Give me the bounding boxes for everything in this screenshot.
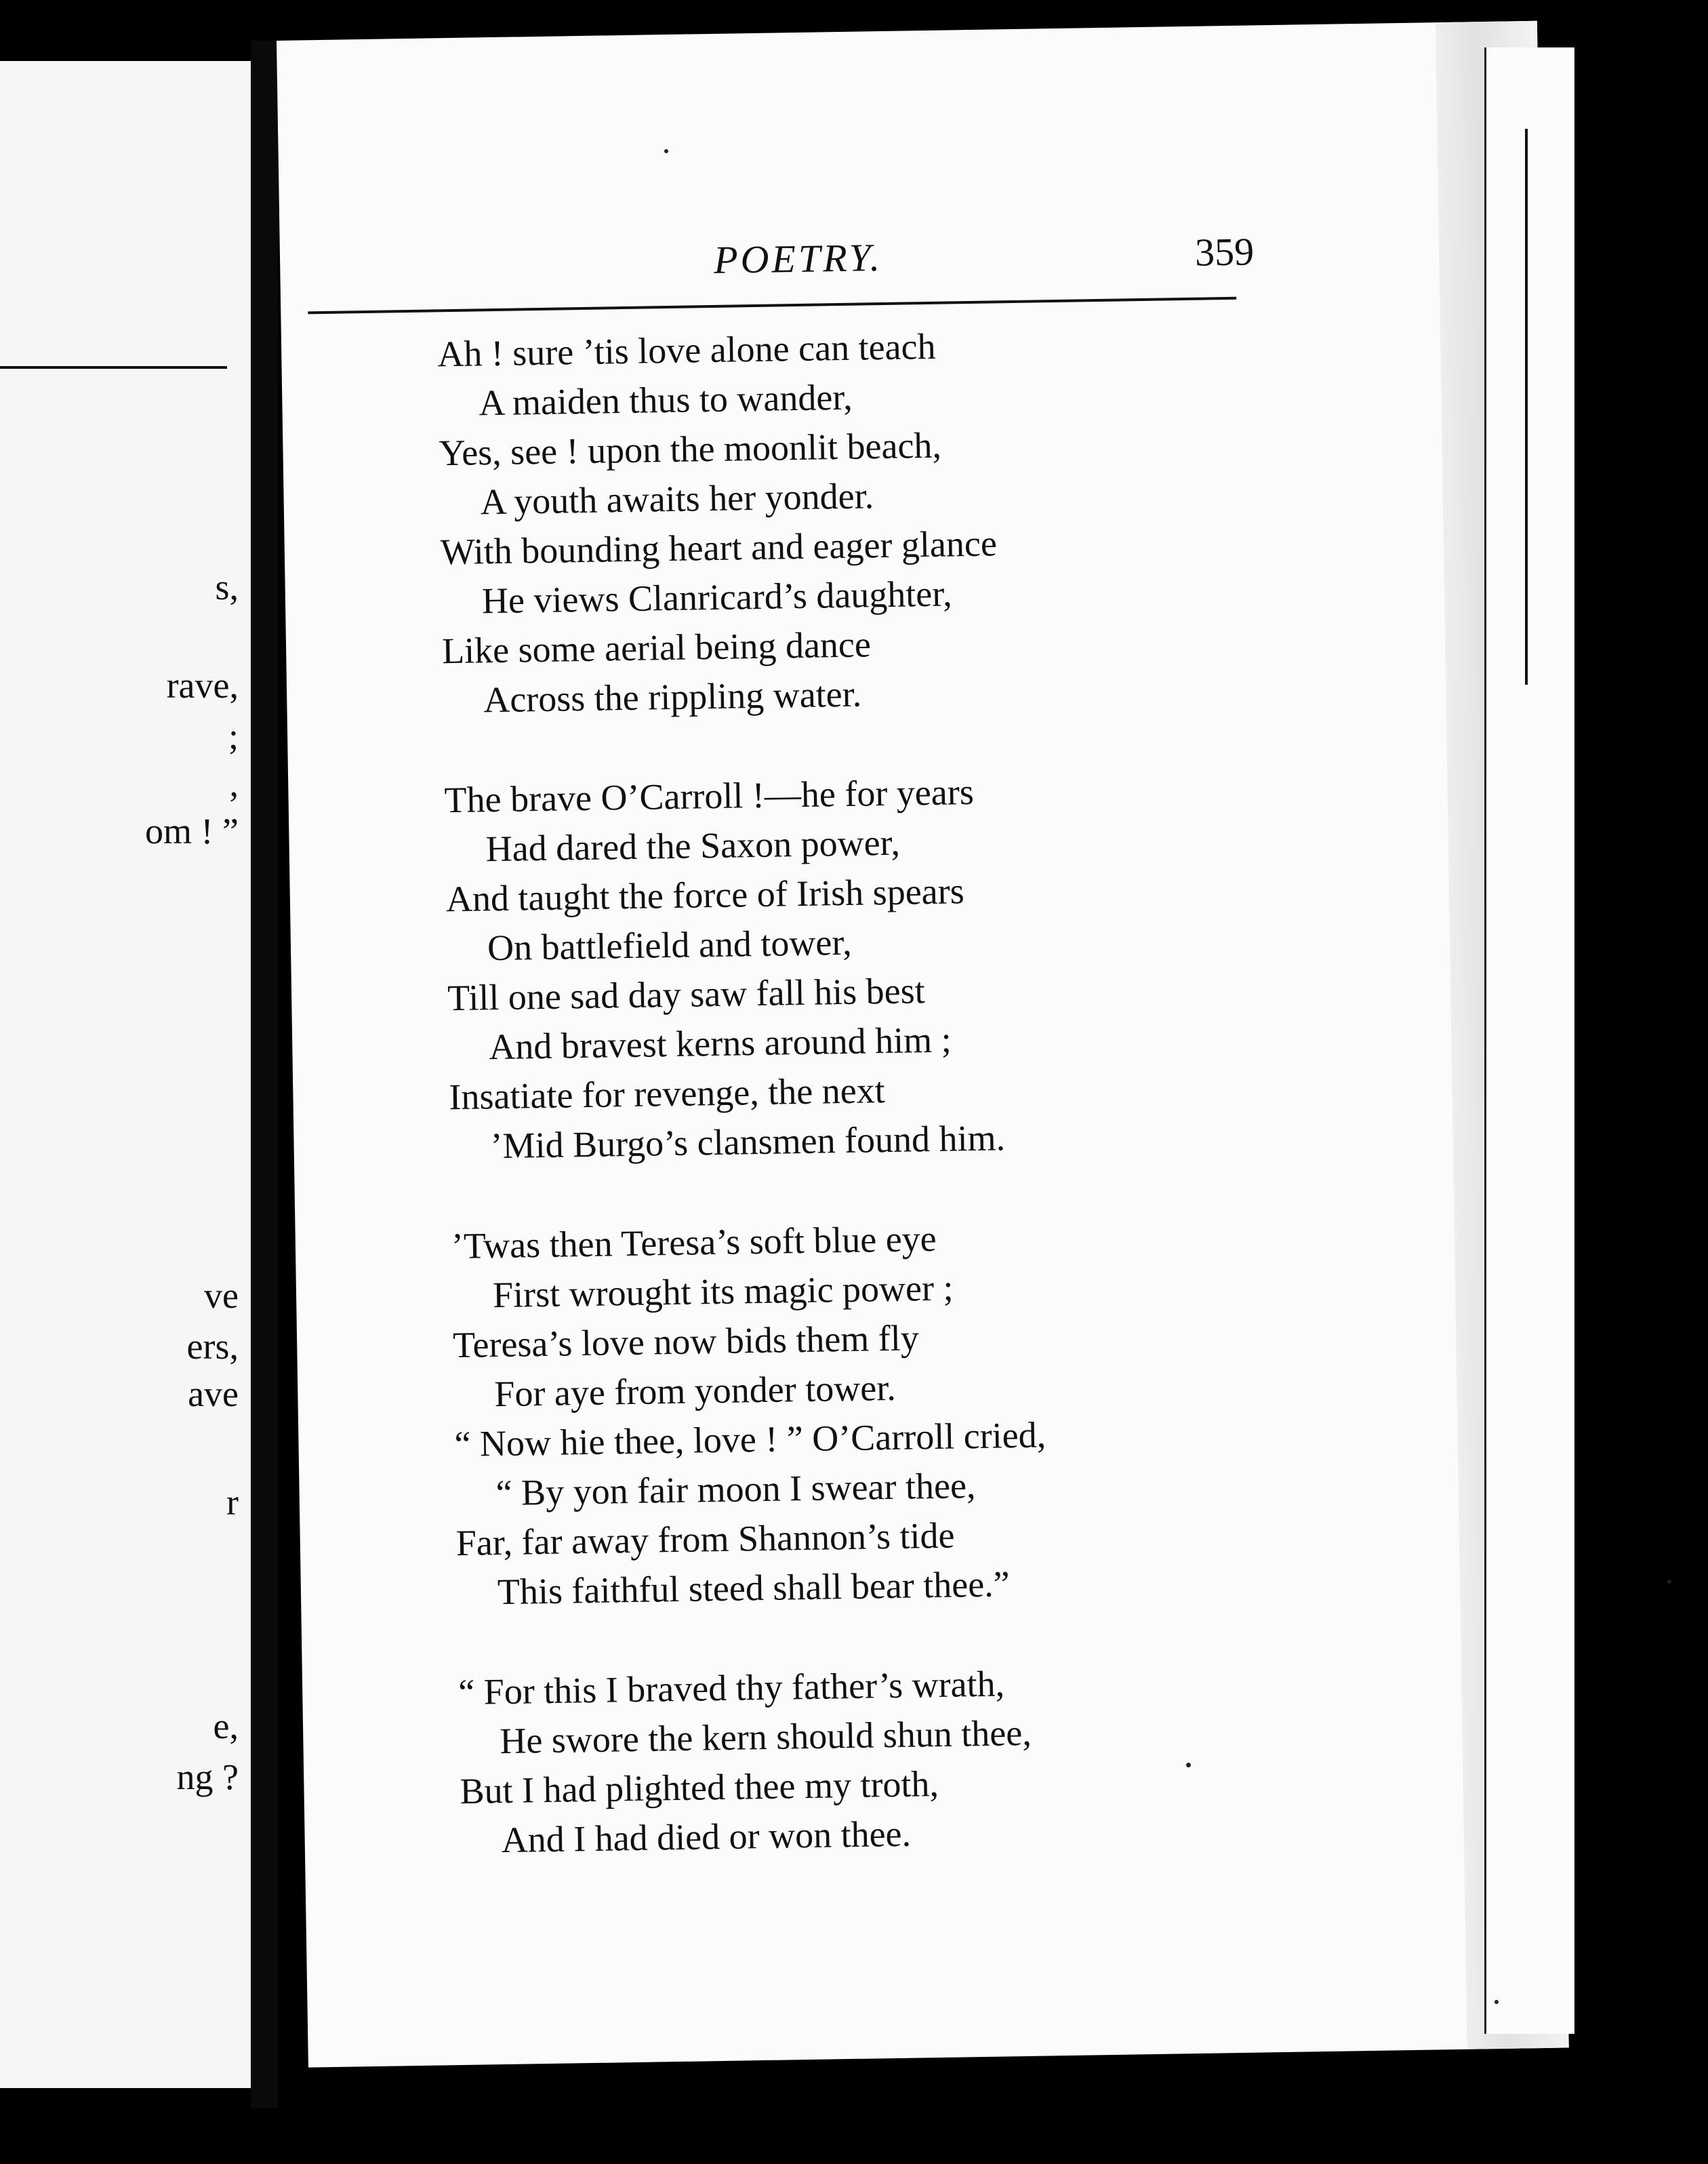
facing-page-edge xyxy=(1484,47,1574,2034)
left-page-fragment: ; xyxy=(228,716,239,757)
left-page xyxy=(0,61,256,2088)
left-page-fragment: ave xyxy=(188,1374,239,1414)
poem-line: A maiden thus to wander, xyxy=(478,376,853,424)
poem-line: But I had plighted thee my troth, xyxy=(460,1763,939,1812)
left-page-fragment: om ! ” xyxy=(145,811,239,851)
facing-page-rule xyxy=(1525,129,1528,685)
left-page-fragment: rave, xyxy=(166,665,239,706)
left-page-fragment: e, xyxy=(213,1706,239,1746)
poem-line: This faithful steed shall bear thee.” xyxy=(497,1563,1011,1613)
poem-line: Teresa’s love now bids them fly xyxy=(452,1317,920,1366)
poem-line: The brave O’Carroll !—he for years xyxy=(444,771,975,821)
dust-speck xyxy=(1494,2000,1499,2004)
poem-line: He swore the kern should shun thee, xyxy=(499,1712,1032,1762)
poem-line: Yes, see ! upon the moonlit beach, xyxy=(439,424,942,474)
poem-line: ’Mid Burgo’s clansmen found him. xyxy=(490,1117,1006,1167)
book-gutter xyxy=(251,41,278,2108)
poem-line: Across the rippling water. xyxy=(483,673,862,721)
running-head: POETRY. xyxy=(713,235,883,282)
poem-line: On battlefield and tower, xyxy=(487,921,853,969)
left-page-fragment: , xyxy=(229,763,239,804)
poem-line: Till one sad day saw fall his best xyxy=(447,970,926,1019)
poem-line: ’Twas then Teresa’s soft blue eye xyxy=(451,1218,937,1267)
poem-line: First wrought its magic power ; xyxy=(492,1267,954,1316)
poem-line: For aye from yonder tower. xyxy=(493,1367,897,1415)
poem-line: With bounding heart and eager glance xyxy=(440,523,998,573)
stanza xyxy=(458,1655,1274,1866)
poem-line: Far, far away from Shannon’s tide xyxy=(455,1515,955,1564)
poem-line: And bravest kerns around him ; xyxy=(488,1019,952,1068)
poem-line: “ For this I braved thy father’s wrath, xyxy=(458,1663,1005,1713)
dust-speck xyxy=(1186,1763,1191,1767)
header-rule xyxy=(308,297,1236,315)
left-page-fragment: ng ? xyxy=(176,1757,239,1797)
poem-body xyxy=(437,317,1276,1916)
poem-line: Insatiate for revenge, the next xyxy=(449,1070,886,1118)
poem-line: “ By yon fair moon I swear thee, xyxy=(495,1465,976,1514)
poem-line: A youth awaits her yonder. xyxy=(480,475,874,523)
poem-line: And I had died or won thee. xyxy=(501,1813,912,1861)
poem-line: Had dared the Saxon power, xyxy=(485,822,901,870)
left-page-fragment: r xyxy=(226,1482,239,1523)
left-page-fragment: s, xyxy=(215,567,239,607)
poem-line: “ Now hie thee, love ! ” O’Carroll cried, xyxy=(454,1414,1046,1465)
poem-line: He views Clanricard’s daughter, xyxy=(481,573,953,622)
left-page-fragment: ers, xyxy=(186,1326,239,1367)
poem-line: Ah ! sure ’tis love alone can teach xyxy=(436,325,936,375)
stanza xyxy=(437,317,1257,725)
stanza xyxy=(444,763,1263,1171)
left-page-fragment: ve xyxy=(204,1275,239,1316)
page-number: 359 xyxy=(1194,229,1255,275)
poem-line: Like some aerial being dance xyxy=(441,624,872,672)
dust-speck xyxy=(1667,1580,1671,1584)
stanza xyxy=(451,1209,1270,1618)
right-page xyxy=(277,21,1569,2068)
dust-speck xyxy=(664,149,668,153)
left-page-header-rule xyxy=(0,366,227,369)
poem-line: And taught the force of Irish spears xyxy=(445,870,965,920)
